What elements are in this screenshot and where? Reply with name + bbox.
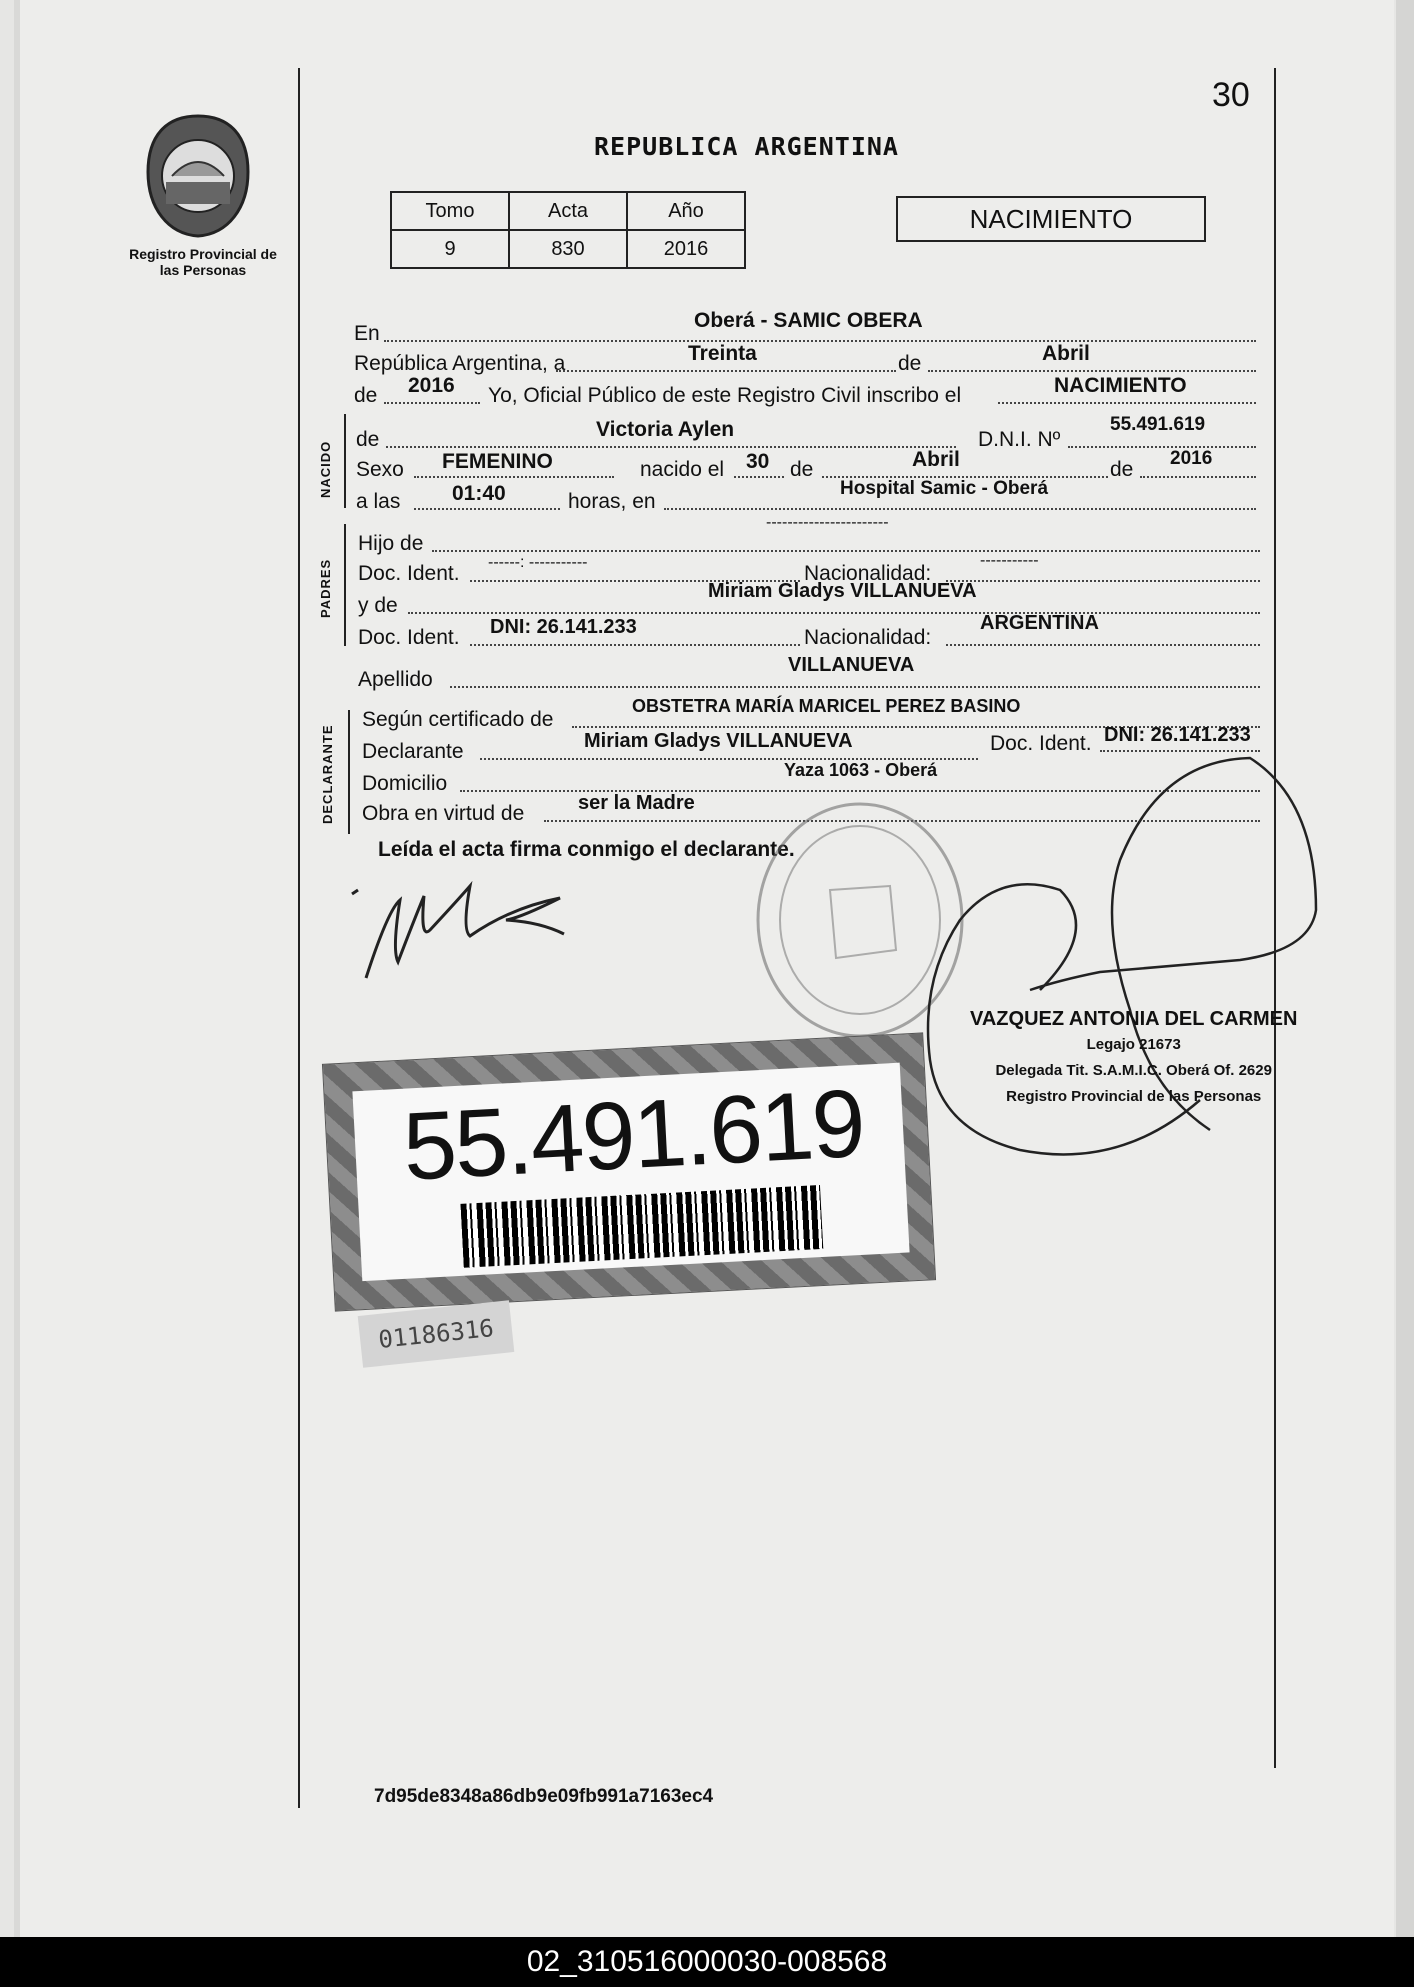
label-inscribo: Yo, Oficial Público de este Registro Civil inscribo el [488, 384, 962, 407]
serial-stamp: 01186316 [358, 1300, 515, 1368]
value-obra: ser la Madre [578, 792, 695, 814]
label-horas-en: horas, en [568, 490, 656, 513]
value-nombre: Victoria Aylen [596, 418, 735, 441]
value-padre-nac: ----------- [980, 552, 1039, 569]
label-republica: República Argentina, a [354, 352, 566, 375]
value-decl-doc: DNI: 26.141.233 [1104, 724, 1251, 746]
value-padre-doc: ------: ----------- [488, 554, 588, 571]
sticker-dni-number: 55.491.619 [400, 1069, 867, 1201]
ref-value-tomo: 9 [391, 230, 509, 268]
dni-sticker [322, 1032, 936, 1311]
page-number: 30 [1212, 76, 1250, 114]
signer-name: VAZQUEZ ANTONIA DEL CARMEN [970, 1008, 1298, 1030]
signer-cargo: Delegada Tit. S.A.M.I.C. Oberá Of. 2629 [995, 1062, 1272, 1079]
value-en: Oberá - SAMIC OBERA [694, 309, 923, 332]
value-madre-nac: ARGENTINA [980, 612, 1099, 634]
label-doc-madre: Doc. Ident. [358, 626, 460, 649]
label-nacido-de: de [356, 428, 380, 451]
label-nac-madre: Nacionalidad: [804, 626, 932, 649]
header-title: REPUBLICA ARGENTINA [594, 132, 899, 161]
ref-header-tomo: Tomo [391, 192, 509, 230]
ref-header-acta: Acta [509, 192, 627, 230]
section-declarante: DECLARANTE [320, 724, 335, 824]
value-nac-dia: 30 [746, 450, 770, 473]
label-y-de: y de [358, 594, 398, 617]
footer-id: 02_310516000030-008568 [0, 1937, 1414, 1987]
value-apellido: VILLANUEVA [788, 654, 915, 676]
label-doc-padre: Doc. Ident. [358, 562, 460, 585]
value-hora: 01:40 [452, 482, 506, 505]
section-nacido: NACIDO [318, 440, 333, 498]
label-hora: a las [356, 490, 401, 513]
value-certificado: OBSTETRA MARÍA MARICEL PEREZ BASINO [632, 696, 1021, 716]
value-nac-mes: Abril [912, 448, 960, 471]
label-dni: D.N.I. Nº [978, 428, 1061, 451]
label-obra: Obra en virtud de [362, 802, 525, 825]
value-dni: 55.491.619 [1110, 414, 1206, 435]
signer-block [970, 1006, 1297, 1110]
label-nac-de2: de [1110, 458, 1134, 481]
ref-value-acta: 830 [509, 230, 627, 268]
value-mes: Abril [1042, 342, 1090, 365]
barcode-icon [460, 1185, 823, 1268]
value-declarante: Miriam Gladys VILLANUEVA [584, 730, 853, 752]
label-nacido-el: nacido el [640, 458, 725, 481]
sticker-label [352, 1063, 909, 1281]
value-sexo: FEMENINO [442, 450, 553, 473]
value-madre-doc: DNI: 26.141.233 [490, 616, 637, 638]
value-inscribo: NACIMIENTO [1054, 374, 1187, 397]
value-domicilio: Yaza 1063 - Oberá [784, 760, 938, 780]
declarante-signature-icon [352, 886, 564, 978]
label-sexo: Sexo [356, 458, 404, 481]
label-domicilio: Domicilio [362, 772, 448, 795]
ref-header-anio: Año [627, 192, 745, 230]
ref-value-anio: 2016 [627, 230, 745, 268]
label-de2: de [354, 384, 378, 407]
label-apellido: Apellido [358, 668, 433, 691]
label-certificado: Según certificado de [362, 708, 554, 731]
section-padres: PADRES [318, 558, 333, 618]
signer-org: Registro Provincial de las Personas [1006, 1088, 1262, 1105]
value-anio: 2016 [408, 374, 455, 397]
label-nac-padre: Nacionalidad: [804, 562, 932, 585]
acta-type-box: NACIMIENTO [896, 196, 1206, 242]
label-en: En [354, 322, 380, 345]
document-hash: 7d95de8348a86db9e09fb991a7163ec4 [374, 1786, 714, 1807]
label-nac-de: de [790, 458, 814, 481]
value-dia: Treinta [688, 342, 757, 365]
value-padre: ----------------------- [766, 514, 889, 531]
signer-legajo: Legajo 21673 [1086, 1036, 1181, 1053]
label-de: de [898, 352, 922, 375]
label-decl-doc: Doc. Ident. [990, 732, 1092, 755]
firma-text: Leída el acta firma conmigo el declarante. [378, 838, 795, 861]
value-madre: Miriam Gladys VILLANUEVA [708, 580, 977, 602]
round-seal-icon [758, 804, 962, 1036]
value-lugar: Hospital Samic - Oberá [840, 478, 1049, 499]
label-hijo: Hijo de [358, 532, 424, 555]
value-nac-anio: 2016 [1170, 448, 1213, 469]
logo-caption: Registro Provincial de las Personas [129, 246, 277, 278]
label-declarante: Declarante [362, 740, 464, 763]
